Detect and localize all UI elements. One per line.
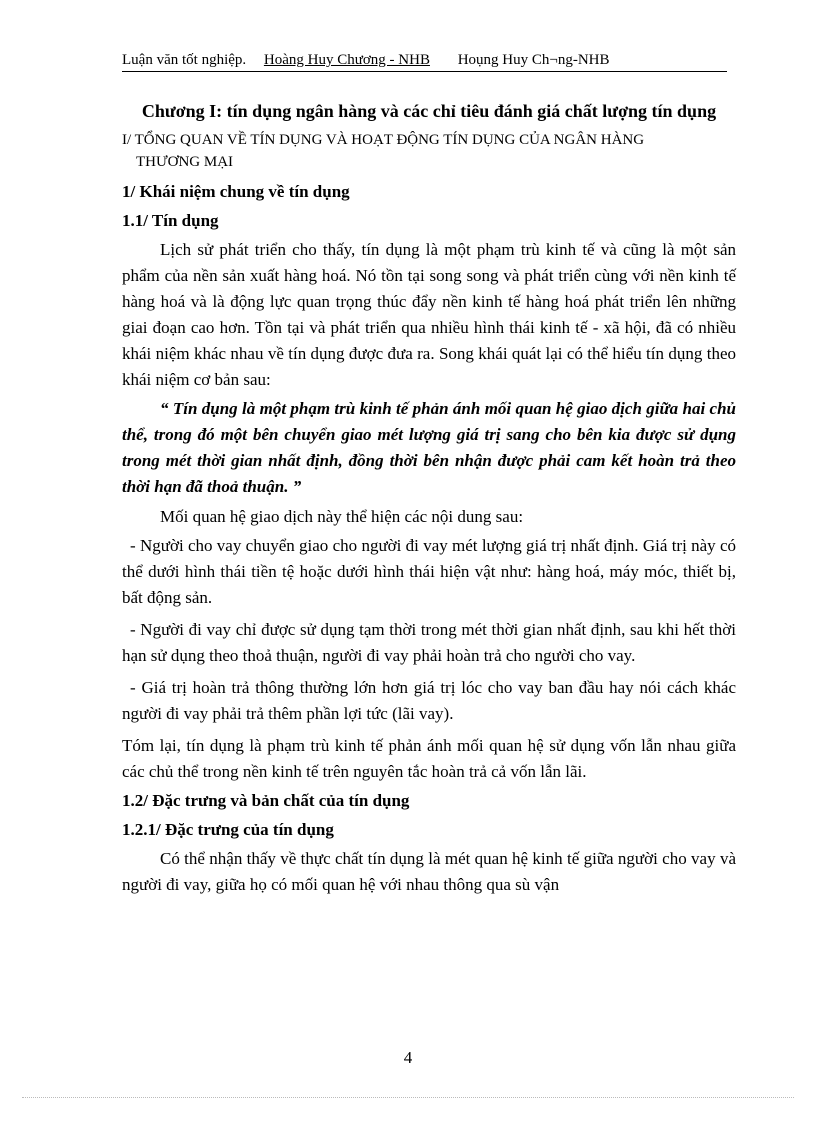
section-heading [122,129,736,173]
running-header [122,52,727,72]
section-heading-line2: THƯƠNG MẠI [136,154,234,170]
heading-1-2-1: 1.2.1/ Đặc trưng của tín dụng [122,820,334,839]
list-item: - Giá trị hoàn trả thông thường lớn hơn giá trị lóc cho vay ban đầu hay nói cách khác người đi vay phải trả thêm phần lợi tức (lãi vay). [122,678,736,723]
chapter-title: Chương I: tín dụng ngân hàng và các chỉ tiêu đánh giá chất lượng tín dụng [141,101,717,121]
list-item: - Người đi vay chỉ được sử dụng tạm thời trong mét thời gian nhất định, sau khi hết thời hạn sử dụng theo thoả thuận, người đi vay phải hoàn trả cho người cho vay. [122,620,736,665]
definition-quote: “ Tín dụng là một phạm trù kinh tế phản ánh mối quan hệ giao dịch giữa hai chủ thể, trong đó một bên chuyển giao mét lượng giá trị sang cho bên kia được sử dụng trong mét thời gian nhất định, đồng thời bên nhận được phải cam kết hoàn trả theo thời hạn đã thoả thuận. ” [122,399,736,496]
paragraph-relation: Mối quan hệ giao dịch này thể hiện các nội dung sau: [160,507,524,526]
page-number: 4 [403,1048,413,1067]
header-author-garbled: Hoụng Huy Ch¬ng-NHB [457,52,610,68]
paragraph-summary: Tóm lại, tín dụng là phạm trù kinh tế phản ánh mối quan hệ sử dụng vốn lẫn nhau giữa các chủ thể trong nền kinh tế trên nguyên tắc hoàn trả cả vốn lẫn lãi. [122,736,736,781]
header-author: Hoàng Huy Chương - NHB [263,52,430,68]
page-bottom-divider [22,1097,794,1098]
page-body [122,98,736,901]
paragraph-history: Lịch sử phát triển cho thấy, tín dụng là một phạm trù kinh tế và cũng là một sản phẩm của nền sản xuất hàng hoá. Nó tồn tại song song và phát triển cùng với nền kinh tế hàng hoá và là động lực quan trọng thúc đẩy nền kinh tế hàng hoá phát triển lên những giai đoạn cao hơn. Tồn tại và phát triển qua nhiều hình thái kinh tế - xã hội, đã có nhiều khái niệm khác nhau về tín dụng được đưa ra. Song khái quát lại có thể hiểu tín dụng theo khái niệm cơ bản sau: [122,240,736,389]
section-heading-line1: I/ TỔNG QUAN VỀ TÍN DỤNG VÀ HOẠT ĐỘNG TÍN DỤNG CỦA NGÂN HÀNG [122,132,645,148]
header-title: Luận văn tốt nghiệp. [122,52,247,68]
heading-1-2: 1.2/ Đặc trưng và bản chất của tín dụng [122,791,410,810]
heading-1: 1/ Khái niệm chung về tín dụng [122,182,350,201]
list-item: - Người cho vay chuyển giao cho người đi vay mét lượng giá trị nhất định. Giá trị này có thể dưới hình thái tiền tệ hoặc dưới hình thái hiện vật như: hàng hoá, máy móc, thiết bị, bất động sản. [122,536,736,607]
heading-1-1: 1.1/ Tín dụng [122,211,219,230]
paragraph-characteristics: Có thể nhận thấy về thực chất tín dụng là mét quan hệ kinh tế giữa người cho vay và người đi vay, giữa họ có mối quan hệ với nhau thông qua sù vận [122,849,736,894]
